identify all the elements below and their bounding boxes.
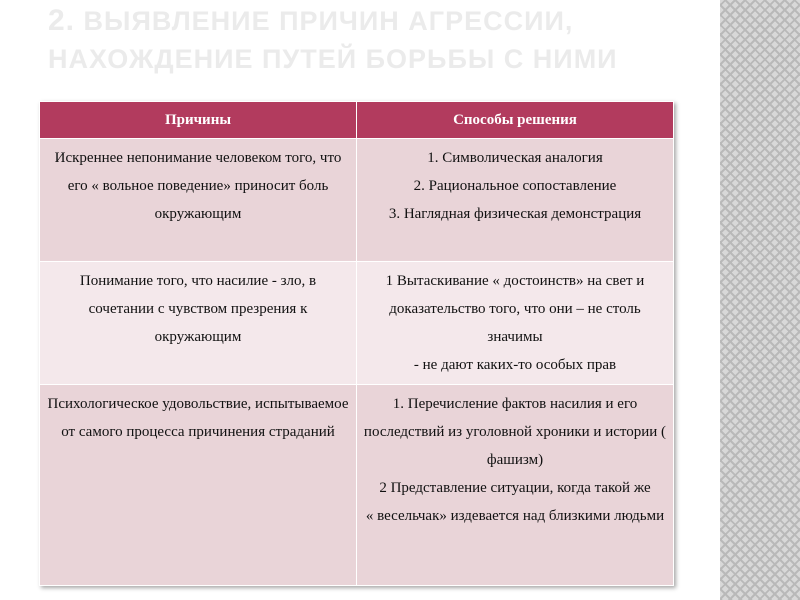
causes-table-container [39,101,674,586]
cause-cell: Искреннее непонимание человеком того, что его « вольное поведение» приносит боль окружающим [40,139,357,262]
solution-cell: 1. Символическая аналогия 2. Рациональное сопоставление 3. Наглядная физическая демонстрация [357,139,674,262]
cause-cell: Понимание того, что насилие - зло, в сочетании с чувством презрения к окружающим [40,262,357,385]
decorative-pattern [720,0,800,600]
table-row [40,262,674,385]
table-header-row [40,102,674,139]
cause-cell: Психологическое удовольствие, испытываемое от самого процесса причинения страданий [40,385,357,586]
table-row [40,385,674,586]
header-causes: Причины [40,102,357,139]
slide-title [48,2,688,78]
causes-solutions-table [39,101,674,586]
solution-cell: 1. Перечисление фактов насилия и его последствий из уголовной хроники и истории ( фашизм) 2 Представление ситуации, когда такой же « весельчак» издевается над близкими людьми [357,385,674,586]
header-solutions: Способы решения [357,102,674,139]
slide-title-text: ВЫЯВЛЕНИЕ ПРИЧИН АГРЕССИИ, НАХОЖДЕНИЕ ПУТЕЙ БОРЬБЫ С НИМИ [48,6,618,74]
table-row [40,139,674,262]
slide-title-number: 2. [48,4,76,37]
solution-cell: 1 Вытаскивание « достоинств» на свет и доказательство того, что они – не столь значимы - не дают каких-то особых прав [357,262,674,385]
